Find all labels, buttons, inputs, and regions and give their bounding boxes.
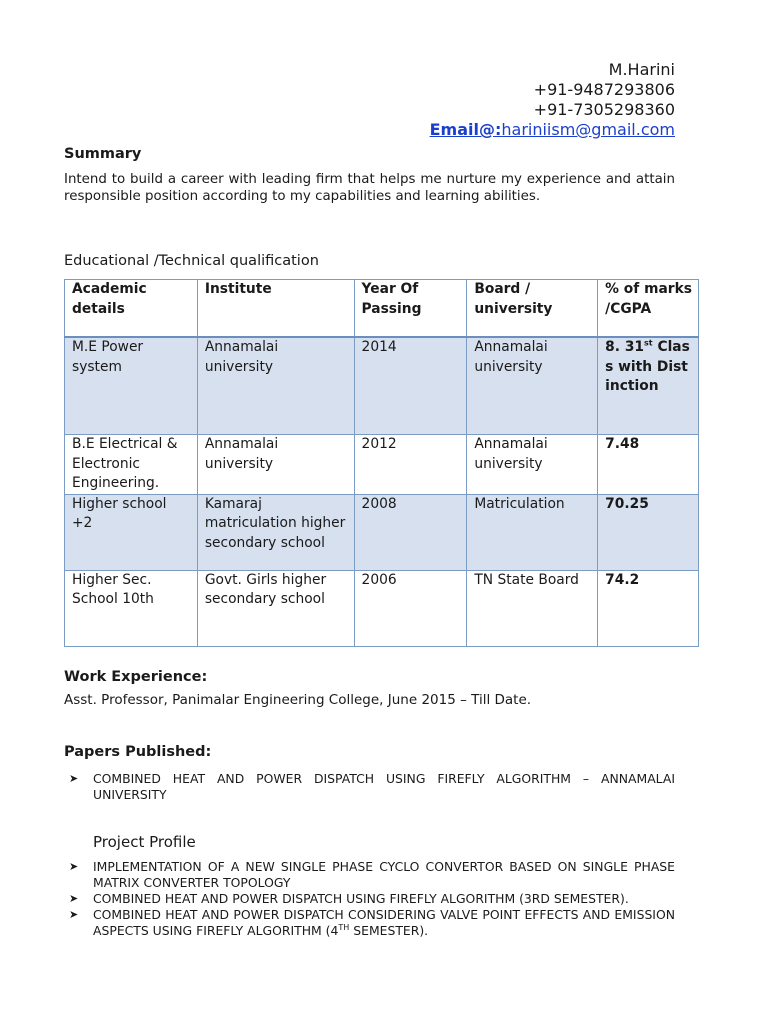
cell-marks: 74.2 bbox=[598, 570, 699, 646]
list-item bbox=[64, 771, 675, 803]
arrow-bullet-icon: ➤ bbox=[69, 908, 79, 921]
column-header: Year Of Passing bbox=[354, 280, 467, 338]
cell-marks bbox=[598, 337, 699, 435]
cell-year: 2008 bbox=[354, 494, 467, 570]
papers-list bbox=[64, 771, 675, 803]
cell-board: Matriculation bbox=[467, 494, 598, 570]
education-heading: Educational /Technical qualification bbox=[64, 253, 319, 269]
cell-year: 2012 bbox=[354, 435, 467, 495]
cell-course: Higher school +2 bbox=[65, 494, 198, 570]
cell-board: TN State Board bbox=[467, 570, 598, 646]
column-header: Academic details bbox=[65, 280, 198, 338]
cell-course: B.E Electrical & Electronic Engineering. bbox=[65, 435, 198, 495]
table-row bbox=[65, 494, 699, 570]
project-title: IMPLEMENTATION OF A NEW SINGLE PHASE CYCLO CONVERTOR BASED ON SINGLE PHASE MATRIX CONVERTER TOPOLOGY bbox=[93, 859, 675, 890]
project-title: COMBINED HEAT AND POWER DISPATCH USING FIREFLY ALGORITHM (3RD SEMESTER). bbox=[93, 891, 629, 906]
column-header: Institute bbox=[197, 280, 354, 338]
project-superscript: TH bbox=[338, 922, 350, 932]
cell-board: Annamalai university bbox=[467, 337, 598, 435]
email-link[interactable] bbox=[430, 120, 675, 140]
cell-course: M.E Power system bbox=[65, 337, 198, 435]
candidate-name: M.Harini bbox=[608, 60, 675, 79]
cell-marks: 7.48 bbox=[598, 435, 699, 495]
marks-superscript: st bbox=[644, 338, 653, 348]
table-row bbox=[65, 570, 699, 646]
email-label: Email@: bbox=[429, 120, 502, 139]
list-item bbox=[64, 859, 675, 891]
summary-text: Intend to build a career with leading firm that helps me nurture my experience and attain responsible position according to my capabilities and learning abilities. bbox=[64, 172, 675, 204]
cell-board: Annamalai university bbox=[467, 435, 598, 495]
summary-heading: Summary bbox=[64, 146, 142, 162]
table-row bbox=[65, 337, 699, 435]
papers-heading: Papers Published: bbox=[64, 744, 212, 760]
cell-year: 2006 bbox=[354, 570, 467, 646]
project-heading: Project Profile bbox=[93, 833, 196, 851]
cell-institute: Kamaraj matriculation higher secondary school bbox=[197, 494, 354, 570]
column-header: % of marks /CGPA bbox=[598, 280, 699, 338]
project-title-end: SEMESTER). bbox=[349, 923, 429, 938]
cell-institute: Annamalai university bbox=[197, 337, 354, 435]
table-row bbox=[65, 435, 699, 495]
arrow-bullet-icon: ➤ bbox=[69, 772, 79, 785]
contact-block bbox=[430, 60, 675, 140]
projects-list bbox=[64, 859, 675, 939]
cell-marks: 70.25 bbox=[598, 494, 699, 570]
paper-title: COMBINED HEAT AND POWER DISPATCH USING FIREFLY ALGORITHM – ANNAMALAI UNIVERSITY bbox=[93, 771, 675, 802]
arrow-bullet-icon: ➤ bbox=[69, 860, 79, 873]
marks-class: Class with Distinction bbox=[605, 339, 690, 394]
marks-value: 8. 31 bbox=[605, 339, 645, 355]
project-title-part: COMBINED HEAT AND POWER DISPATCH CONSIDERING VALVE POINT EFFECTS AND EMISSION ASPECTS USING FIREFLY ALGORITHM (4 bbox=[93, 907, 675, 938]
work-heading: Work Experience: bbox=[64, 669, 208, 685]
cell-course: Higher Sec. School 10th bbox=[65, 570, 198, 646]
phone-primary: +91-9487293806 bbox=[533, 80, 675, 99]
cell-institute: Annamalai university bbox=[197, 435, 354, 495]
work-text: Asst. Professor, Panimalar Engineering College, June 2015 – Till Date. bbox=[64, 692, 532, 708]
list-item bbox=[64, 891, 675, 907]
list-item bbox=[64, 907, 675, 939]
table-header-row bbox=[65, 280, 699, 338]
arrow-bullet-icon: ➤ bbox=[69, 892, 79, 905]
education-table bbox=[64, 279, 699, 647]
column-header: Board / university bbox=[467, 280, 598, 338]
cell-year: 2014 bbox=[354, 337, 467, 435]
cell-institute: Govt. Girls higher secondary school bbox=[197, 570, 354, 646]
email-address: hariniism@gmail.com bbox=[501, 120, 675, 139]
phone-secondary: +91-7305298360 bbox=[533, 100, 675, 119]
